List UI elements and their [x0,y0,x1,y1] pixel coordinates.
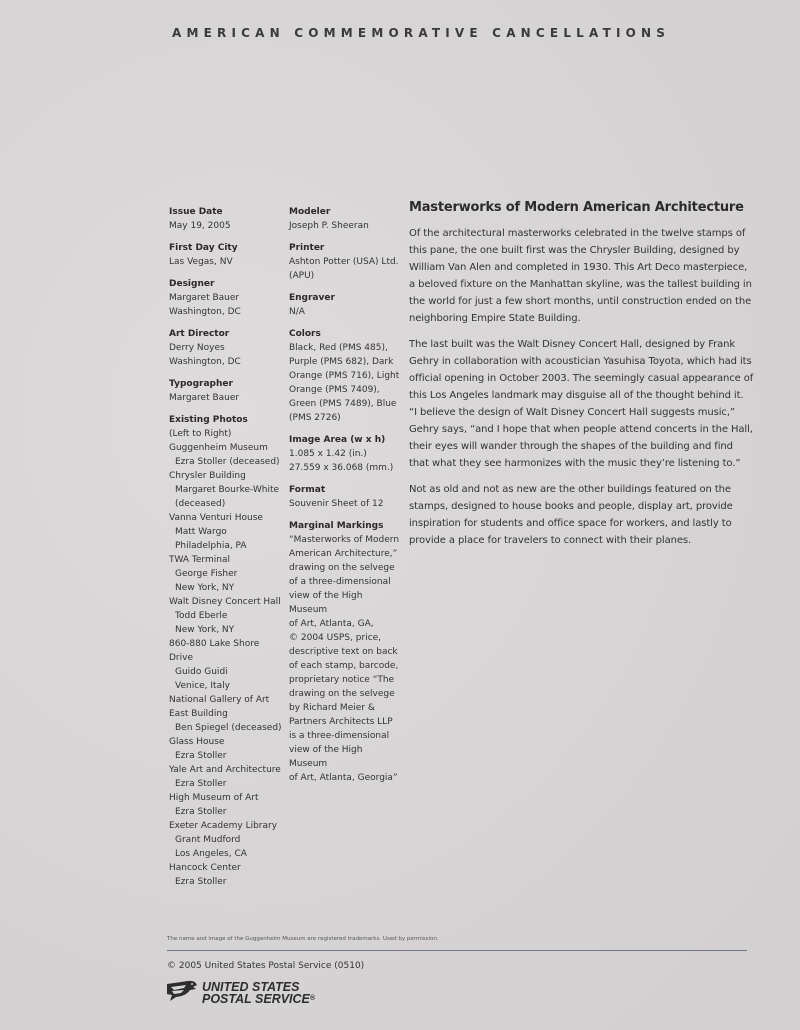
credit-value: Philadelphia, PA [175,541,247,551]
credit-field [169,206,284,233]
credit-value: of a three-dimensional [289,577,391,587]
article-paragraph: Not as old and not as new are the other buildings featured on the stamps, designed to house books and people, display art, provide inspiration for students and office space for workers, and lastly to provide a place for travelers to connect with their planes. [409,484,733,546]
credit-label: Modeler [289,207,331,217]
credit-value: Guido Guidi [175,667,228,677]
credits-column-1 [169,206,284,898]
credit-value: Joseph P. Sheeran [289,221,369,231]
credit-value: Washington, DC [169,357,241,367]
credit-value: (APU) [289,271,315,281]
credit-value: Las Vegas, NV [169,257,233,267]
credit-value: Margaret Bourke-White [175,485,280,495]
credit-value: 860-880 Lake Shore Drive [169,639,260,663]
credit-value: Washington, DC [169,307,241,317]
credit-value: Margaret Bauer [169,293,240,303]
article-title: Masterworks of Modern American Architecture [409,200,744,215]
credit-value: Ezra Stoller [175,779,227,789]
credit-value: Venice, Italy [175,681,230,691]
credit-value: Vanna Venturi House [169,513,263,523]
article-paragraph: The last built was the Walt Disney Concert Hall, designed by Frank Gehry in collaboration with acoustician Yasuhisa Toyota, which had its official opening in October 2003. The seemingly casual appearance of this Los Angeles landmark may disguise all of the thought behind it. “I believe the design of Walt Disney Concert Hall suggests music,” Gehry says, “and I hope that when people attend concerts in the Hall, their eyes will wander through the shapes of the building and find that what they see harmonizes with the music they’re listening to.” [409,339,754,469]
credit-value: Orange (PMS 716), Light [289,371,400,381]
credit-value: (Left to Right) [169,429,232,439]
credit-value: view of the High Museum [289,591,363,615]
credit-value: Yale Art and Architecture [169,765,281,775]
credit-value: drawing on the selvege [289,689,395,699]
credit-field [169,242,284,269]
credit-field [169,378,284,405]
credit-label: Typographer [169,379,233,389]
eagle-icon [166,980,198,1006]
credit-value: (deceased) [175,499,226,509]
credit-label: First Day City [169,243,238,253]
credit-label: Format [289,485,326,495]
credit-value: Partners Architects LLP [289,717,393,727]
credit-label: Printer [289,243,325,253]
credit-label: Image Area (w x h) [289,435,386,445]
credit-value: Glass House [169,737,225,747]
credits-column-2 [289,206,401,794]
credit-value: of Art, Atlanta, GA, [289,619,374,629]
trademark-footnote: The name and image of the Guggenheim Museum are registered trademarks. Used by permission. [167,936,439,942]
credit-value: Black, Red (PMS 485), [289,343,388,353]
credit-field [289,292,401,319]
credit-value: New York, NY [175,583,235,593]
credit-value: May 19, 2005 [169,221,231,231]
credit-value: 27.559 x 36.068 (mm.) [289,463,394,473]
credit-value: Ezra Stoller [175,751,227,761]
usps-logo [166,980,315,1006]
usps-wordmark: UNITED STATES POSTAL SERVICE® [202,980,316,1006]
credit-value: Ashton Potter (USA) Ltd. [289,257,399,267]
credit-value: Ezra Stoller [175,877,227,887]
credit-value: New York, NY [175,625,235,635]
credit-label: Existing Photos [169,415,248,425]
credit-value: (PMS 2726) [289,413,341,423]
credit-value: Orange (PMS 7409), [289,385,380,395]
credit-label: Issue Date [169,207,223,217]
credit-value: Derry Noyes [169,343,225,353]
credit-value: Souvenir Sheet of 12 [289,499,384,509]
article [409,200,754,558]
credit-value: TWA Terminal [169,555,230,565]
article-paragraph: Of the architectural masterworks celebrated in the twelve stamps of this pane, the one built first was the Chrysler Building, designed by William Van Alen and completed in 1930. This Art Deco masterpiece, a beloved fixture on the Manhattan skyline, was the tallest building in the world for just a few short months, until construction ended on the neighboring Empire State Building. [409,228,752,324]
credit-field [289,206,401,233]
credit-value: Green (PMS 7489), Blue [289,399,397,409]
copyright-notice: © 2005 United States Postal Service (0510) [167,961,365,971]
credit-value: “Masterworks of Modern [289,535,400,545]
credit-value: descriptive text on back [289,647,398,657]
credit-value: Ezra Stoller (deceased) [175,457,280,467]
credit-label: Art Director [169,329,230,339]
credit-label: Colors [289,329,321,339]
credit-field [289,484,401,511]
credit-field [169,414,284,889]
credit-value: Exeter Academy Library [169,821,278,831]
credit-value: view of the High Museum [289,745,363,769]
credit-value: drawing on the selvege [289,563,395,573]
credit-label: Engraver [289,293,335,303]
credit-field [289,520,401,785]
credit-value: Ezra Stoller [175,807,227,817]
credit-value: East Building [169,709,228,719]
credit-value: 1.085 x 1.42 (in.) [289,449,367,459]
credit-value: of Art, Atlanta, Georgia” [289,773,398,783]
credit-value: Hancock Center [169,863,241,873]
credit-value: Margaret Bauer [169,393,240,403]
credit-value: Los Angeles, CA [175,849,247,859]
credit-value: by Richard Meier & [289,703,375,713]
credit-label: Designer [169,279,215,289]
credit-value: Matt Wargo [175,527,227,537]
credit-value: High Museum of Art [169,793,259,803]
credit-label: Marginal Markings [289,521,384,531]
credit-value: National Gallery of Art [169,695,270,705]
credit-value: Todd Eberle [175,611,228,621]
credit-value: George Fisher [175,569,238,579]
credit-value: Chrysler Building [169,471,246,481]
credit-field [289,434,401,475]
credit-field [289,242,401,283]
credit-field [169,328,284,369]
credit-field [169,278,284,319]
credit-value: of each stamp, barcode, [289,661,399,671]
credit-value: © 2004 USPS, price, [289,633,382,643]
credit-value: Walt Disney Concert Hall [169,597,281,607]
credit-value: American Architecture,” [289,549,398,559]
credit-value: Purple (PMS 682), Dark [289,357,394,367]
credit-value: Ben Spiegel (deceased) [175,723,282,733]
credit-value: Grant Mudford [175,835,241,845]
footer-divider [167,950,747,951]
credit-value: N/A [289,307,305,317]
credit-value: proprietary notice “The [289,675,395,685]
credit-value: Guggenheim Museum [169,443,268,453]
page-header: AMERICAN COMMEMORATIVE CANCELLATIONS [172,26,671,40]
credit-field [289,328,401,425]
credit-value: is a three-dimensional [289,731,390,741]
